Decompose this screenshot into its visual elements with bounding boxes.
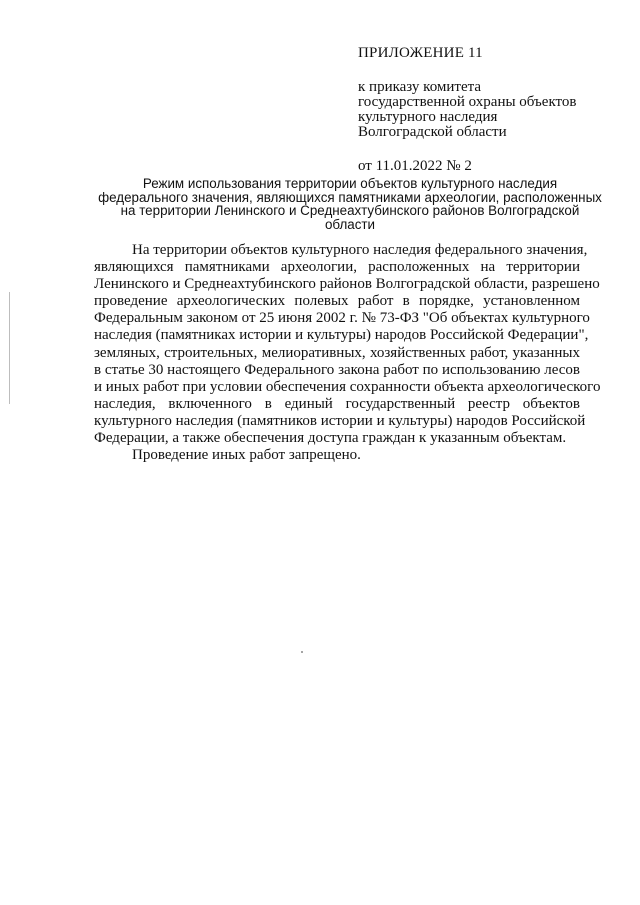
body-line: наследия (памятниках истории и культуры) народов Российской Федерации", (94, 327, 589, 344)
appendix-block (358, 46, 608, 174)
scan-margin-mark (9, 292, 10, 404)
appendix-line: культурного наследия (358, 109, 498, 125)
document-body (94, 242, 601, 464)
body-line: наследия, включенного в единый государственный реестр объектов (94, 395, 580, 412)
body-line: проведение археологических полевых работ в порядке, установленном (94, 293, 580, 310)
heading-line: федерального значения, являющихся памятниками археологии, расположенных (98, 189, 602, 205)
body-paragraph-2: Проведение иных работ запрещено. (132, 447, 361, 464)
appendix-line: государственной охраны объектов (358, 94, 577, 110)
body-line: земляных, строительных, мелиоративных, хозяйственных работ, указанных (94, 344, 580, 361)
body-line: культурного наследия (памятников истории и культуры) народов Российской (94, 412, 586, 429)
body-line: в статье 30 настоящего Федерального закона работ по использованию лесов (94, 361, 580, 378)
appendix-date: от 11.01.2022 № 2 (358, 158, 472, 174)
body-line: и иных работ при условии обеспечения сохранности объекта археологического (94, 378, 601, 395)
scan-dot-mark (301, 651, 303, 653)
heading-line: Режим использования территории объектов культурного наследия (142, 176, 558, 191)
body-line: Федерации, а также обеспечения доступа граждан к указанным объектам. (94, 430, 567, 447)
body-line: Ленинского и Среднеахтубинского районов Волгоградской области, разрешено (94, 276, 600, 293)
body-line: На территории объектов культурного наследия федерального значения, (132, 242, 588, 258)
body-line: Федеральным законом от 25 июня 2002 г. № 73-ФЗ "Об объектах культурного (94, 310, 590, 327)
heading-line: на территории Ленинского и Среднеахтубинского районов Волгоградской (120, 203, 580, 219)
document-heading (80, 177, 620, 231)
appendix-line: к приказу комитета (358, 79, 482, 95)
appendix-line: Волгоградской области (358, 124, 507, 140)
appendix-title: ПРИЛОЖЕНИЕ 11 (358, 45, 483, 61)
body-line: являющихся памятниками археологии, расположенных на территории (94, 259, 580, 276)
heading-line: области (324, 216, 376, 232)
